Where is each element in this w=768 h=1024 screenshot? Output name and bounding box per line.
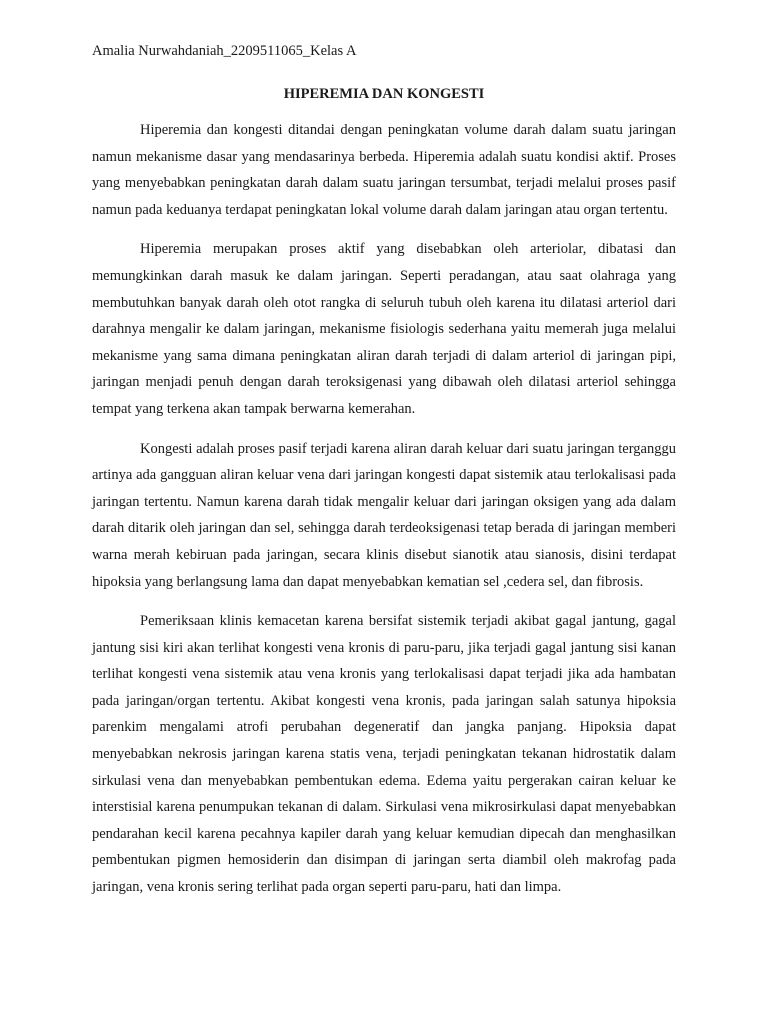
paragraph-1: Hiperemia dan kongesti ditandai dengan peningkatan volume darah dalam suatu jaringan namun mekanisme dasar yang mendasarinya berbeda. Hiperemia adalah suatu kondisi aktif. Proses yang menyebabkan peningkatan darah dalam suatu jaringan tersumbat, terjadi melalui proses pasif namun pada keduanya terdapat peningkatan lokal volume darah dalam jaringan atau organ tertentu.: [92, 122, 676, 218]
document-body: [92, 117, 676, 914]
page-header-author: Amalia Nurwahdaniah_2209511065_Kelas A: [92, 43, 357, 59]
paragraph-3: Kongesti adalah proses pasif terjadi karena aliran darah keluar dari suatu jaringan terganggu artinya ada gangguan aliran keluar vena dari jaringan kongesti dapat sistemik atau terlokalisasi pada jaringan tertentu. Namun karena darah tidak mengalir keluar dari jaringan oksigen yang ada dalam darah ditarik oleh jaringan dan sel, sehingga darah terdeoksigenasi tetap berada di jaringan memberi warna merah kebiruan pada jaringan, secara klinis disebut sianotik atau sianosis, disini terdapat hipoksia yang berlangsung lama dan dapat menyebabkan kematian sel ,cedera sel, dan fibrosis.: [92, 440, 676, 590]
paragraph-4: Pemeriksaan klinis kemacetan karena bersifat sistemik terjadi akibat gagal jantung, gagal jantung sisi kiri akan terlihat kongesti vena kronis di paru-paru, jika terjadi gagal jantung sisi kanan terlihat kongesti vena sistemik atau vena kronis yang terlokalisasi dapat terjadi jika ada hambatan pada jaringan/organ tertentu. Akibat kongesti vena kronis, pada jaringan salah satunya hipoksia parenkim mengalami atrofi perubahan degeneratif dan jangka panjang. Hipoksia dapat menyebabkan nekrosis jaringan karena statis vena, terjadi peningkatan tekanan hidrostatik dalam sirkulasi vena dan menyebabkan pembentukan edema. Edema yaitu pergerakan cairan keluar ke interstisial karena penumpukan tekanan di dalam. Sirkulasi vena mikrosirkulasi dapat menyebabkan pendarahan kecil karena pecahnya kapiler darah yang keluar kemudian dipecah dan menghasilkan pembentukan pigmen hemosiderin dan disimpan di jaringan serta diambil oleh makrofag pada jaringan, vena kronis sering terlihat pada organ seperti paru-paru, hati dan limpa.: [92, 613, 676, 896]
paragraph-2: Hiperemia merupakan proses aktif yang disebabkan oleh arteriolar, dibatasi dan memungkinkan darah masuk ke dalam jaringan. Seperti peradangan, atau saat olahraga yang membutuhkan banyak darah oleh otot rangka di seluruh tubuh oleh karena itu dilatasi arteriol dari darahnya mengalir ke dalam jaringan, mekanisme fisiologis sederhana yaitu memerah juga melalui mekanisme yang sama dimana peningkatan aliran darah terjadi di dalam arteriol di jaringan pipi, jaringan menjadi penuh dengan darah teroksigenasi yang dibawah oleh dilatasi arteriol sehingga tempat yang terkena akan tampak berwarna kemerahan.: [92, 241, 676, 417]
document-title: HIPEREMIA DAN KONGESTI: [283, 86, 485, 102]
